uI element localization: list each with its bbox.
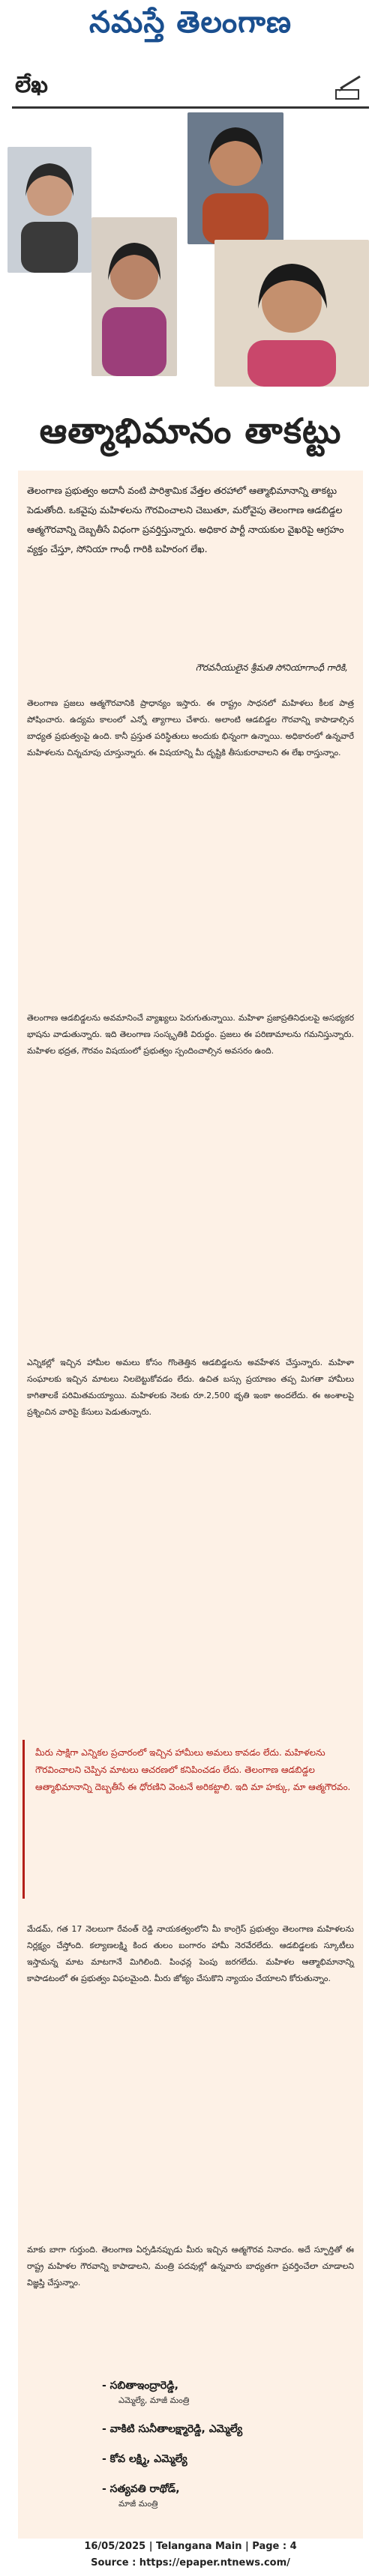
signatory-4 (102, 2483, 327, 2511)
article-body (18, 471, 363, 2539)
portrait-photo-1 (8, 147, 92, 273)
signatory-name: - సత్యవతి రాథోడ్, (102, 2483, 180, 2495)
footer (0, 2539, 381, 2576)
paragraph-2: తెలంగాణ ఆడబిడ్డలను అవమానించే వ్యాఖ్యలు పెరుగుతున్నాయి. మహిళా ప్రజాప్రతినిధులపై అసభ్యకర భాషను వాడుతున్నారు. ఇది తెలంగాణ సంస్కృతికి విరుద్ధం. ప్రజలు ఈ పరిణామాలను గమనిస్తున్నారు. మహిళల భద్రత, గౌరవం విషయంలో ప్రభుత్వం స్పందించాల్సిన అవసరం ఉంది. (27, 1013, 354, 1056)
footer-date-page: 16/05/2025 | Telangana Main | Page : 4 (84, 2541, 297, 2552)
signatory-role: ఎమ్మెల్యే, మాజీ మంత్రి (118, 2395, 190, 2405)
signatory-name: - కోవ లక్ష్మి, ఎమ్మెల్యే (102, 2453, 188, 2465)
paragraph-5: మాకు బాగా గుర్తుంది. తెలంగాణ ఏర్పడినప్పుడు మీరు ఇచ్చిన ఆత్మగౌరవ నినాదం. అదే స్ఫూర్తితో ఈ రాష్ట్ర మహిళల గౌరవాన్ని కాపాడాలని, మంత్రి పదవుల్లో ఉన్నవారు బాధ్యతగా ప్రవర్తించేలా చూడాలని విజ్ఞప్తి చేస్తున్నాం. (27, 2245, 354, 2288)
signatory-3 (102, 2453, 327, 2467)
headline: ఆత్మాభిమానం తాకట్టు (39, 411, 342, 451)
portrait-photo-3 (188, 112, 284, 244)
portrait-photo-2 (92, 217, 177, 376)
signatory-role: మాజీ మంత్రి (118, 2499, 158, 2509)
masthead (0, 0, 381, 45)
paragraph-3: ఎన్నికల్లో ఇచ్చిన హామీల అమలు కోసం గొంతెత్తిన ఆడబిడ్డలను అవహేళన చేస్తున్నారు. మహిళా సంఘాలకు ఇచ్చిన మాటలు నిలబెట్టుకోవడం లేదు. ఉచిత బస్సు ప్రయాణం తప్ప మిగతా హామీలు కాగితాలకే పరిమితమయ్యాయి. మహిళలకు నెలకు రూ.2,500 భృతి ఇంకా అందలేదు. ఈ అంశాలపై ప్రశ్నించిన వారిపై కేసులు పెడుతున్నారు. (27, 1358, 354, 1417)
callout-text: మీరు సాక్షిగా ఎన్నికల ప్రచారంలో ఇచ్చిన హామీలు అమలు కావడం లేదు. మహిళలను గౌరవించాలని చెప్పిన మాటలు ఆచరణలో కనిపించడం లేదు. తెలంగాణ ఆడబిడ్డల ఆత్మాభిమానాన్ని దెబ్బతీసే ఈ ధోరణిని వెంటనే అరికట్టాలి. ఇది మా హక్కు, మా ఆత్మగౌరవం. (35, 1747, 351, 1792)
callout-quote (22, 1740, 361, 1899)
paragraph-4: మేడమ్, గత 17 నెలలుగా రేవంత్ రెడ్డి నాయకత్వంలోని మీ కాంగ్రెస్ ప్రభుత్వం తెలంగాణ మహిళలను నిర్లక్ష్యం చేస్తోంది. కల్యాణలక్ష్మి కింద తులం బంగారం హామీ నెరవేరలేదు. ఆడబిడ్డలకు స్కూటీలు ఇస్తామన్న మాట మాటగానే మిగిలింది. పింఛన్ల పెంపు జరగలేదు. మహిళల ఆత్మాభిమానాన్ని కాపాడటంలో ఈ ప్రభుత్వం విఫలమైంది. మీరు జోక్యం చేసుకొని న్యాయం చేయాలని కోరుతున్నాం. (27, 1924, 354, 1983)
signatory-name: - సబితాఇంద్రారెడ్డి, (102, 2380, 178, 2392)
signatory-name: - వాకిటి సునీతాలక్ష్మారెడ్డి, ఎమ్మెల్యే (102, 2423, 243, 2435)
portrait-photo-4 (214, 240, 369, 387)
section-label: లేఖ (15, 72, 48, 98)
footer-source: Source : https://epaper.ntnews.com/ (91, 2557, 290, 2569)
salutation (27, 661, 354, 680)
salutation-text: గౌరవనీయులైన శ్రీమతి సోనియాగాంధీ గారికి, (195, 662, 348, 673)
masthead-title: నమస్తే తెలంగాణ (88, 5, 292, 40)
section-header (12, 72, 369, 106)
signatory-2 (102, 2423, 327, 2437)
signatory-1 (102, 2380, 327, 2407)
pen-icon (334, 75, 364, 100)
paragraph-1: తెలంగాణ ప్రజలు ఆత్మగౌరవానికి ప్రాధాన్యం ఇస్తారు. ఈ రాష్ట్రం సాధనలో మహిళలు కీలక పాత్ర పోషించారు. ఉద్యమ కాలంలో ఎన్నో త్యాగాలు చేశారు. అలాంటి ఆడబిడ్డల గౌరవాన్ని కాపాడాల్సిన బాధ్యత ప్రభుత్వంపై ఉంది. కానీ ప్రస్తుత పరిస్థితులు అందుకు భిన్నంగా ఉన్నాయి. అధికారంలో ఉన్నవారే మహిళలను చిన్నచూపు చూస్తున్నారు. ఈ విషయాన్ని మీ దృష్టికి తీసుకురావాలని ఈ లేఖ రాస్తున్నాం. (27, 698, 354, 758)
lead-paragraph: తెలంగాణ ప్రభుత్వం అదానీ వంటి పారిశ్రామిక వేత్తల తరహాలో ఆత్మాభిమానాన్ని తాకట్టు పెడుతోంది. ఒకవైపు మహిళలను గౌరవించాలని చెబుతూ, మరోవైపు తెలంగాణ ఆడబిడ్డల ఆత్మగౌరవాన్ని దెబ్బతీసే విధంగా ప్రవర్తిస్తున్నారు. అధికార పార్టీ నాయకుల వైఖరిపై ఆగ్రహం వ్యక్తం చేస్తూ, సోనియా గాంధీ గారికి బహిరంగ లేఖ. (27, 485, 344, 554)
section-rule (12, 106, 369, 109)
